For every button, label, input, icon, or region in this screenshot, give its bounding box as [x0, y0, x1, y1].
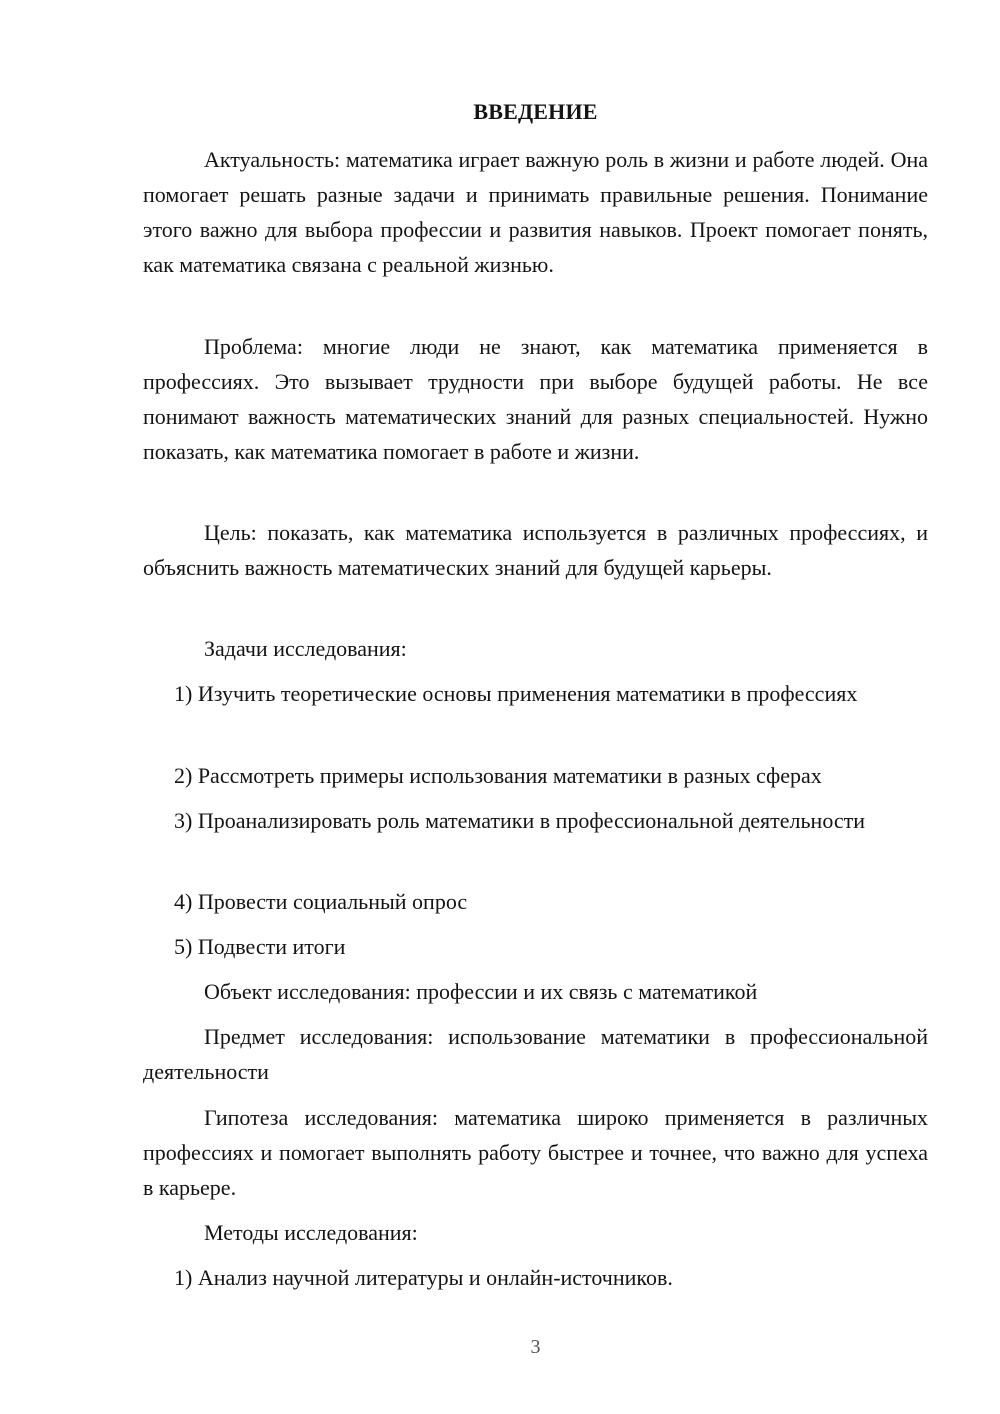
paragraph-subject: Предмет исследования: использование математики в профессиональной деятельности	[143, 1024, 928, 1084]
methods-heading: Методы исследования:	[204, 1220, 418, 1245]
section-title: ВВЕДЕНИЕ	[473, 99, 598, 124]
paragraph-goal: Цель: показать, как математика используется в различных профессиях, и объяснить важность математических знаний для будущей карьеры.	[143, 520, 928, 580]
task-item-2: 2) Рассмотреть примеры использования математики в разных сферах	[174, 763, 822, 788]
task-item-3: 3) Проанализировать роль математики в профессиональной деятельности	[174, 808, 866, 833]
method-item-1: 1) Анализ научной литературы и онлайн-источников.	[174, 1265, 673, 1290]
task-item-1: 1) Изучить теоретические основы применения математики в профессиях	[174, 681, 858, 706]
tasks-heading: Задачи исследования:	[204, 636, 407, 661]
paragraph-hypothesis: Гипотеза исследования: математика широко применяется в различных профессиях и помогает выполнять работу быстрее и точнее, что важно для успеха в карьере.	[143, 1105, 928, 1200]
task-item-5: 5) Подвести итоги	[174, 934, 346, 959]
page-number: 3	[530, 1336, 541, 1358]
task-item-4: 4) Провести социальный опрос	[174, 889, 468, 914]
paragraph-relevance: Актуальность: математика играет важную роль в жизни и работе людей. Она помогает решать разные задачи и принимать правильные решения. Понимание этого важно для выбора профессии и развития навыков. Проект помогает понять, как математика связана с реальной жизнью.	[143, 147, 928, 277]
paragraph-object: Объект исследования: профессии и их связь с математикой	[204, 979, 758, 1004]
paragraph-problem: Проблема: многие люди не знают, как математика применяется в профессиях. Это вызывает трудности при выборе будущей работы. Не все понимают важность математических знаний для разных специальностей. Нужно показать, как математика помогает в работе и жизни.	[143, 334, 928, 464]
document-page	[143, 0, 928, 1414]
